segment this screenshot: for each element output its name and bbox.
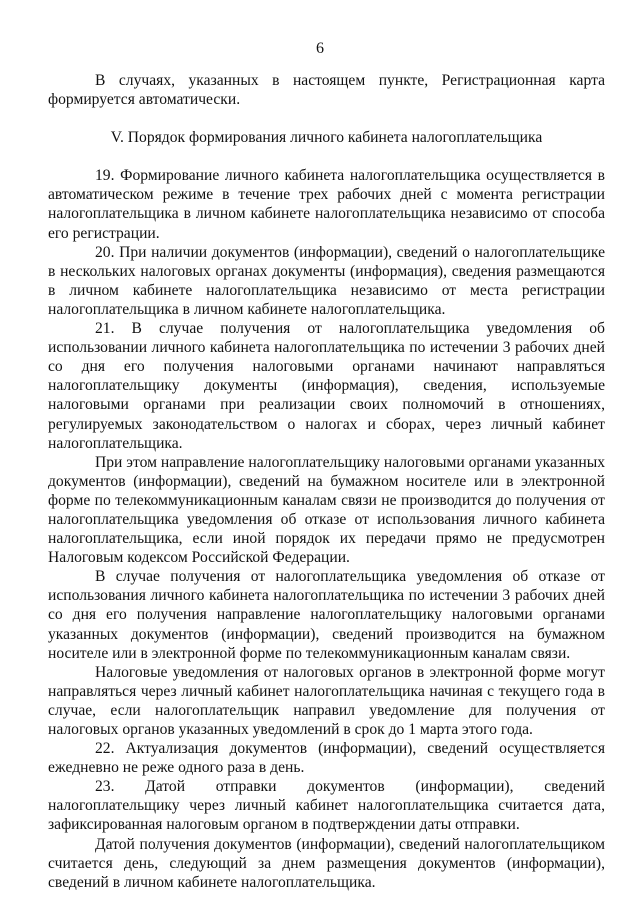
paragraph-21-direction: При этом направление налогоплательщику налоговыми органами указанных документов (информации), сведений на бумажном носителе или в электронной форме по телекоммуникационным каналам связи не производится до получения от налогоплательщика уведомления об отказе от использования личного кабинета налогоплательщика, если иной порядок их передачи прямо не предусмотрен Налоговым кодексом Российской Федерации. [48,453,605,567]
section-title: V. Порядок формирования личного кабинета налогоплательщика [110,129,543,147]
paragraph-21-refusal: В случае получения от налогоплательщика уведомления об отказе от использования личного кабинета налогоплательщика по истечении 3 рабочих дней со дня его получения направление налогоплательщику налоговыми органами указанных документов (информации), сведений производится на бумажном носителе или в электронной форме по телекоммуникационным каналам связи. [48,568,605,662]
paragraph-tax-notices: Налоговые уведомления от налоговых органов в электронной форме могут направляться через личный кабинет налогоплательщика начиная с текущего года в случае, если налогоплательщик направил уведомление для получения от налоговых органов указанных уведомлений в срок до 1 марта этого года. [48,663,605,738]
paragraph-23: 23. Датой отправки документов (информации), сведений налогоплательщику через личный кабинет налогоплательщика считается дата, зафиксированная налоговым органом в подтверждении даты отправки. [48,778,605,834]
paragraph-22: 22. Актуализация документов (информации), сведений осуществляется ежедневно не реже одного раза в день. [48,740,605,777]
paragraph-intro: В случаях, указанных в настоящем пункте, Регистрационная карта формируется автоматически. [48,72,605,109]
paragraph-23-receipt: Датой получения документов (информации), сведений налогоплательщиком считается день, следующий за днем размещения документов (информации), сведений в личном кабинете налогоплательщика. [48,835,605,891]
paragraph-19: 19. Формирование личного кабинета налогоплательщика осуществляется в автоматическом режиме в течение трех рабочих дней с момента регистрации налогоплательщика в личном кабинете налогоплательщика независимо от способа его регистрации. [48,167,605,242]
page-number: 6 [316,40,324,57]
paragraph-20: 20. При наличии документов (информации), сведений о налогоплательщике в нескольких налоговых органах документы (информация), сведения размещаются в личном кабинете налогоплательщика независимо от места регистрации налогоплательщика в личном кабинете налогоплательщика. [48,243,605,318]
paragraph-21: 21. В случае получения от налогоплательщика уведомления об использовании личного кабинета налогоплательщика по истечении 3 рабочих дней со дня его получения налоговыми органами начинают направляться налогоплательщику документы (информация), сведения, используемые налоговыми органами при реализации своих полномочий в отношениях, регулируемых законодательством о налогах и сборах, через личный кабинет налогоплательщика. [48,320,605,452]
document-body [48,71,605,892]
